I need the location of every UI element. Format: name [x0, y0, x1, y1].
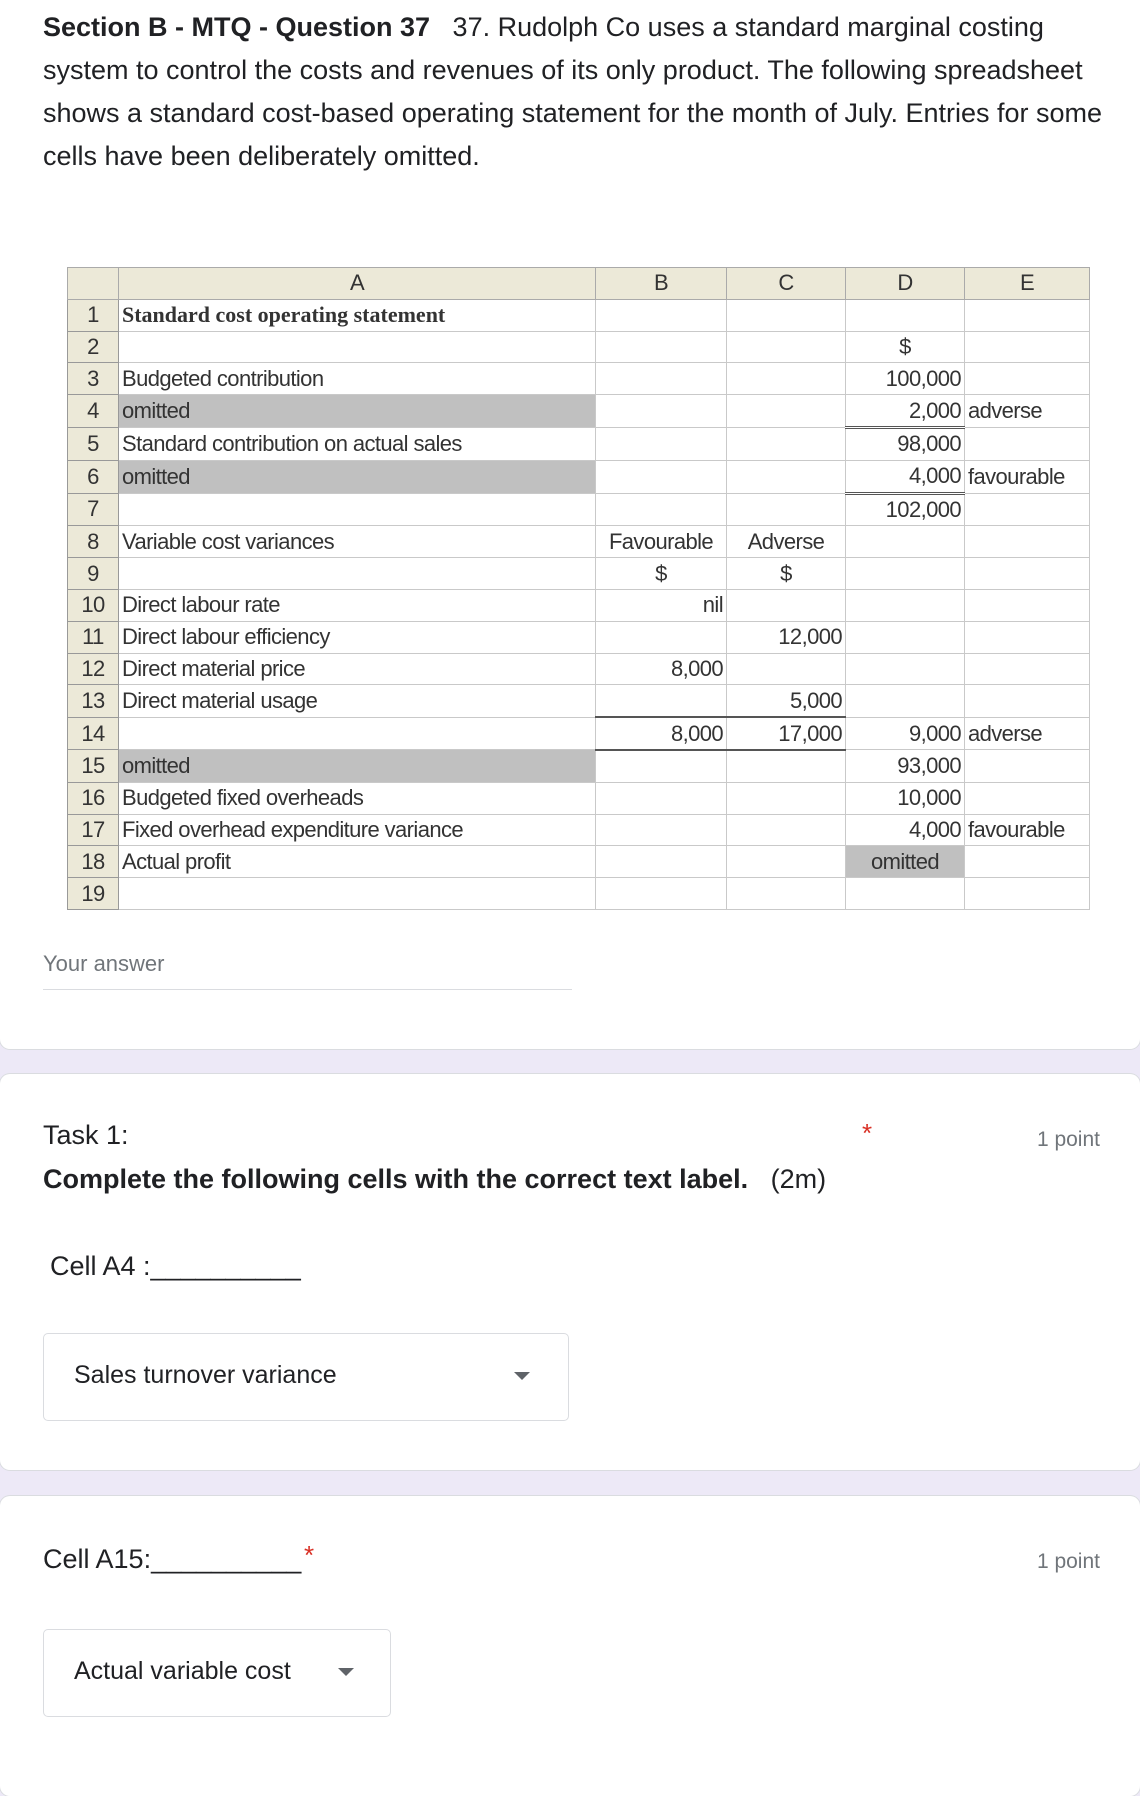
cell-c16	[727, 782, 846, 814]
cell-e4: adverse	[965, 395, 1090, 428]
sheet-row	[68, 526, 1090, 558]
cell-a9	[119, 558, 596, 590]
sheet-row	[68, 878, 1090, 910]
dropdown-arrow-icon	[514, 1372, 530, 1380]
cell-c3	[727, 363, 846, 395]
cell-e2	[965, 331, 1090, 363]
sheet-row	[68, 363, 1090, 395]
cell-c13: 5,000	[727, 685, 846, 717]
row-number: 16	[68, 782, 119, 814]
column-header-e: E	[965, 268, 1090, 300]
row-number: 15	[68, 750, 119, 782]
cell-e11	[965, 621, 1090, 653]
cell-d8	[846, 526, 965, 558]
cell-a12: Direct material price	[119, 653, 596, 685]
question-text	[43, 6, 1103, 178]
sheet-row	[68, 621, 1090, 653]
row-number: 5	[68, 427, 119, 460]
cell-a15-dropdown[interactable]	[43, 1629, 391, 1717]
sheet-row	[68, 558, 1090, 590]
cell-d11	[846, 621, 965, 653]
row-number: 11	[68, 621, 119, 653]
sheet-row	[68, 782, 1090, 814]
cell-d5: 98,000	[846, 427, 965, 460]
cell-c2	[727, 331, 846, 363]
row-number: 4	[68, 395, 119, 428]
cell-c7	[727, 493, 846, 526]
cell-a14	[119, 717, 596, 750]
cell-b7	[596, 493, 727, 526]
answer-underline	[43, 989, 572, 990]
corner-cell	[68, 268, 119, 300]
cell-d2: $	[846, 331, 965, 363]
cell-a4-label: Cell A4 :__________	[50, 1251, 301, 1281]
row-number: 13	[68, 685, 119, 717]
cell-e7	[965, 493, 1090, 526]
cell-d17: 4,000	[846, 814, 965, 846]
cell-e14: adverse	[965, 717, 1090, 750]
cell-c9: $	[727, 558, 846, 590]
cell-b17	[596, 814, 727, 846]
sheet-row	[68, 685, 1090, 717]
cell-c11: 12,000	[727, 621, 846, 653]
instruction-text: Complete the following cells with the correct text label.	[43, 1164, 749, 1194]
cell-b4	[596, 395, 727, 428]
spreadsheet-image	[67, 267, 1090, 910]
row-number: 14	[68, 717, 119, 750]
cell-a8: Variable cost variances	[119, 526, 596, 558]
cell-b16	[596, 782, 727, 814]
cell-c4	[727, 395, 846, 428]
row-number: 7	[68, 493, 119, 526]
sheet-row	[68, 331, 1090, 363]
points-label: 1 point	[1036, 1550, 1100, 1573]
task1-title: Task 1:	[43, 1120, 129, 1150]
cell-a13: Direct material usage	[119, 685, 596, 717]
points-label: 1 point	[1036, 1128, 1100, 1151]
cell-b1	[596, 299, 727, 331]
cell-d4: 2,000	[846, 395, 965, 428]
cell-d16: 10,000	[846, 782, 965, 814]
cell-b13	[596, 685, 727, 717]
cell-b15	[596, 750, 727, 782]
cell-c6	[727, 460, 846, 493]
row-number: 1	[68, 299, 119, 331]
cell-e15	[965, 750, 1090, 782]
marks-label: (2m)	[770, 1164, 827, 1194]
cell-a15-label: Cell A15:__________	[43, 1544, 302, 1574]
row-number: 3	[68, 363, 119, 395]
cell-e8	[965, 526, 1090, 558]
cell-c15	[727, 750, 846, 782]
sheet-row	[68, 814, 1090, 846]
row-number: 18	[68, 846, 119, 878]
cell-e10	[965, 589, 1090, 621]
row-number: 8	[68, 526, 119, 558]
cell-e16	[965, 782, 1090, 814]
sheet-row	[68, 460, 1090, 493]
cell-d15: 93,000	[846, 750, 965, 782]
dropdown-selected-value: Actual variable cost	[74, 1657, 291, 1685]
cell-c14: 17,000	[727, 717, 846, 750]
cell-d12	[846, 653, 965, 685]
question-title: Section B - MTQ - Question 37	[43, 12, 431, 42]
dropdown-arrow-icon	[338, 1668, 354, 1676]
sheet-row	[68, 717, 1090, 750]
cell-a5: Standard contribution on actual sales	[119, 427, 596, 460]
cell-b10: nil	[596, 589, 727, 621]
cell-d14: 9,000	[846, 717, 965, 750]
cell-b18	[596, 846, 727, 878]
cell-e5	[965, 427, 1090, 460]
row-number: 2	[68, 331, 119, 363]
cell-d6: 4,000	[846, 460, 965, 493]
column-header-b: B	[596, 268, 727, 300]
cell-a15: omitted	[119, 750, 596, 782]
cell-a11: Direct labour efficiency	[119, 621, 596, 653]
row-number: 17	[68, 814, 119, 846]
your-answer-input[interactable]: Your answer	[43, 951, 165, 976]
cell-a19	[119, 878, 596, 910]
cell-a17: Fixed overhead expenditure variance	[119, 814, 596, 846]
cell-d1	[846, 299, 965, 331]
task1-instruction	[43, 1164, 826, 1195]
cell-b8: Favourable	[596, 526, 727, 558]
cell-a3: Budgeted contribution	[119, 363, 596, 395]
cell-a6: omitted	[119, 460, 596, 493]
cell-c12	[727, 653, 846, 685]
cell-a7	[119, 493, 596, 526]
cell-e19	[965, 878, 1090, 910]
cell-e17: favourable	[965, 814, 1090, 846]
cell-b3	[596, 363, 727, 395]
cell-b12: 8,000	[596, 653, 727, 685]
sheet-row	[68, 493, 1090, 526]
cell-b9: $	[596, 558, 727, 590]
cell-b6	[596, 460, 727, 493]
question-body: 37. Rudolph Co uses a standard marginal costing system to control the costs and revenues of its only product. The following spreadsheet shows a standard cost-based operating statement for the month of July. Entries for some cells have been deliberately omitted.	[43, 12, 1103, 171]
cell-c1	[727, 299, 846, 331]
cell-a1: Standard cost operating statement	[119, 299, 596, 331]
cell-b14: 8,000	[596, 717, 727, 750]
cell-b5	[596, 427, 727, 460]
cell-a2	[119, 331, 596, 363]
cell-e1	[965, 299, 1090, 331]
cell-b19	[596, 878, 727, 910]
cell-c17	[727, 814, 846, 846]
cell-b11	[596, 621, 727, 653]
sheet-row	[68, 427, 1090, 460]
cell-a4: omitted	[119, 395, 596, 428]
row-number: 12	[68, 653, 119, 685]
dropdown-selected-value: Sales turnover variance	[74, 1361, 337, 1389]
sheet-row	[68, 299, 1090, 331]
cell-a16: Budgeted fixed overheads	[119, 782, 596, 814]
row-number: 6	[68, 460, 119, 493]
cell-a18: Actual profit	[119, 846, 596, 878]
cell-e6: favourable	[965, 460, 1090, 493]
cell-e13	[965, 685, 1090, 717]
sheet-row	[68, 653, 1090, 685]
cell-e18	[965, 846, 1090, 878]
cell-a10: Direct labour rate	[119, 589, 596, 621]
column-header-c: C	[727, 268, 846, 300]
row-number: 10	[68, 589, 119, 621]
row-number: 19	[68, 878, 119, 910]
sheet-row	[68, 846, 1090, 878]
cell-c18	[727, 846, 846, 878]
row-number: 9	[68, 558, 119, 590]
cell-c19	[727, 878, 846, 910]
cell-c5	[727, 427, 846, 460]
cell-c10	[727, 589, 846, 621]
sheet-row	[68, 750, 1090, 782]
cell-d10	[846, 589, 965, 621]
cell-a4-dropdown[interactable]	[43, 1333, 569, 1421]
cell-e9	[965, 558, 1090, 590]
cell-d9	[846, 558, 965, 590]
required-asterisk: *	[862, 1118, 873, 1148]
sheet-row	[68, 589, 1090, 621]
cell-c8: Adverse	[727, 526, 846, 558]
cell-d3: 100,000	[846, 363, 965, 395]
cell-d7: 102,000	[846, 493, 965, 526]
cell-b2	[596, 331, 727, 363]
column-header-a: A	[119, 268, 596, 300]
required-asterisk: *	[304, 1540, 315, 1570]
cell-e12	[965, 653, 1090, 685]
column-header-d: D	[846, 268, 965, 300]
cell-d18: omitted	[846, 846, 965, 878]
cell-e3	[965, 363, 1090, 395]
cell-d13	[846, 685, 965, 717]
cell-d19	[846, 878, 965, 910]
sheet-row	[68, 395, 1090, 428]
